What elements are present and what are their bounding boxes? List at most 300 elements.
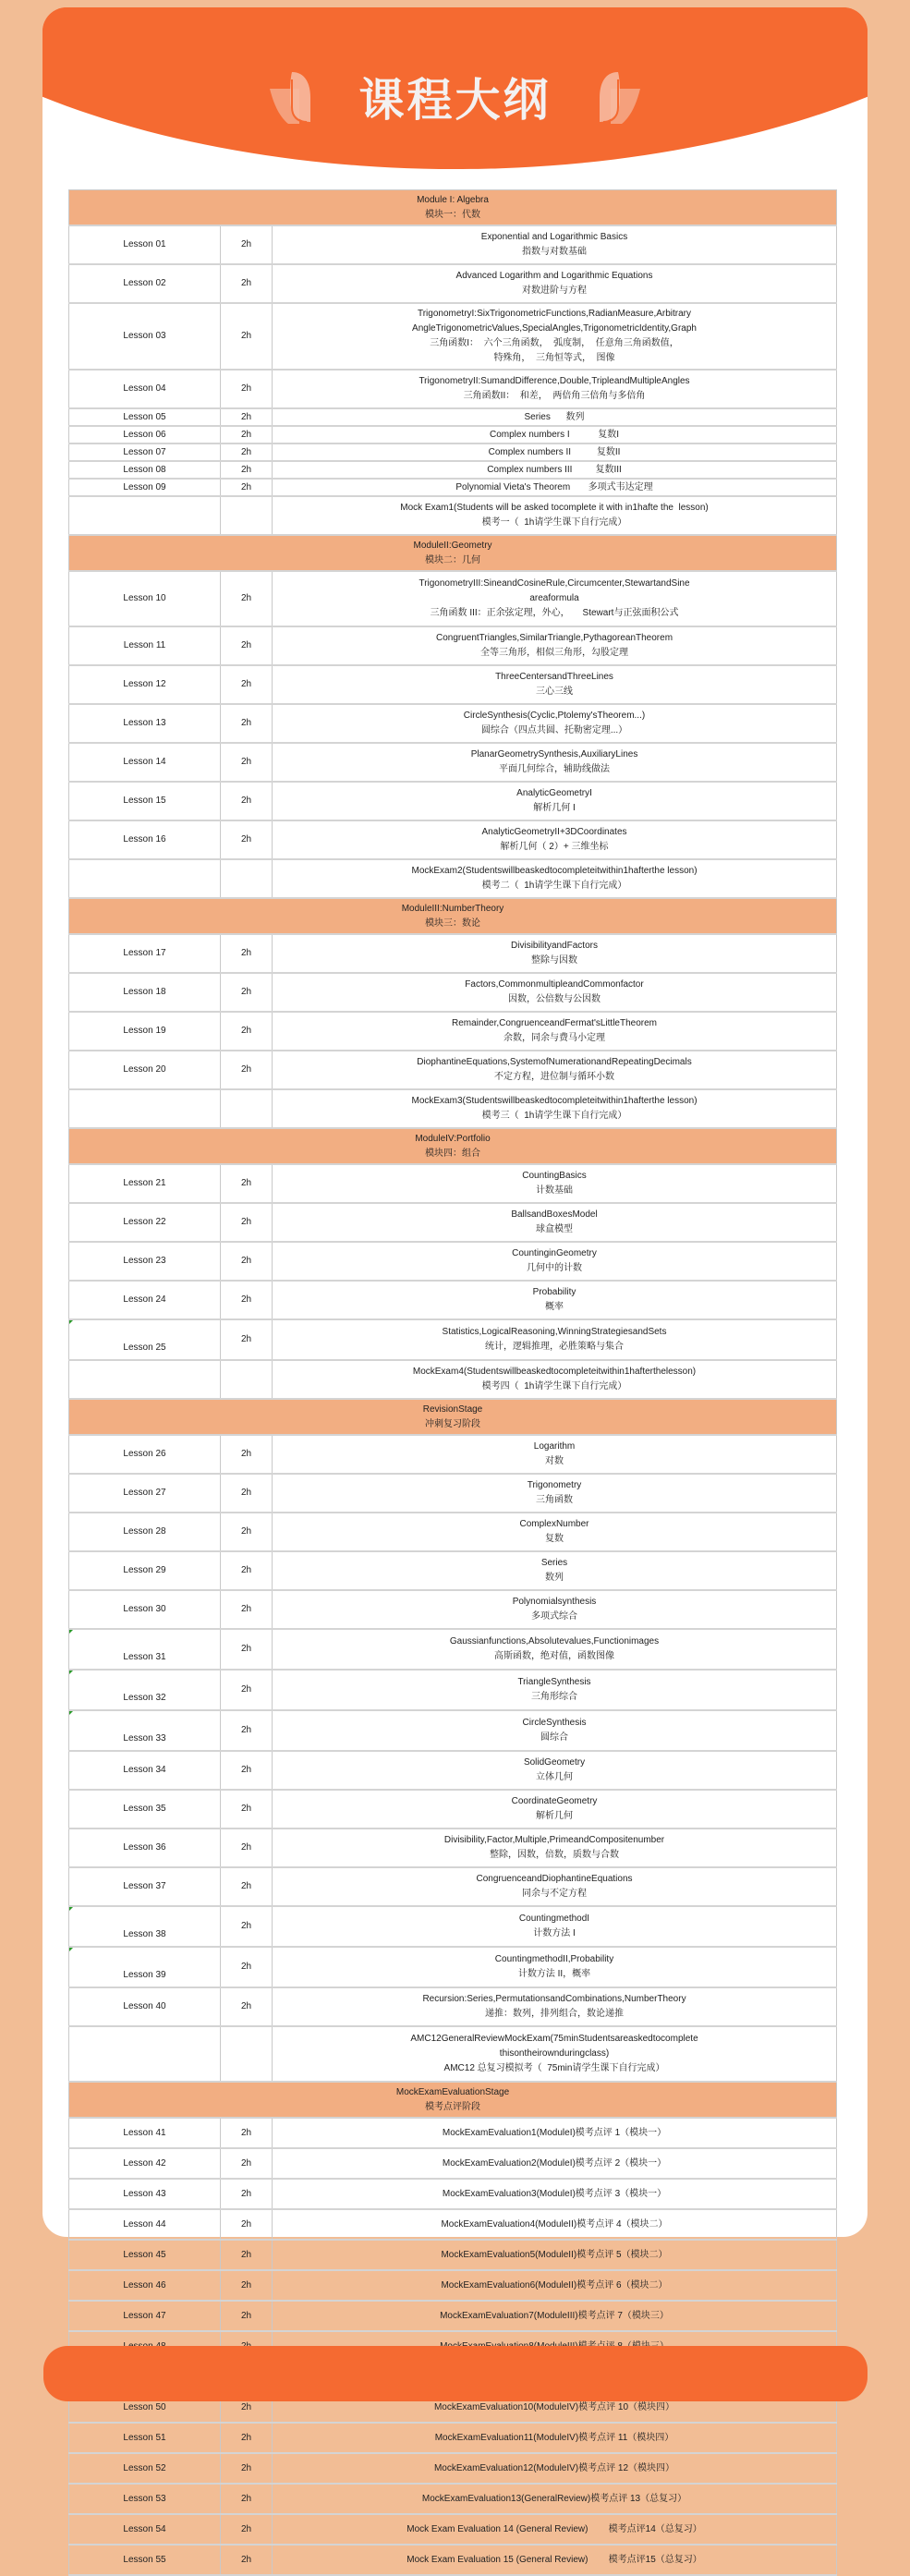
lesson-number: Lesson 14 xyxy=(69,743,221,782)
lesson-topic xyxy=(273,1829,837,1867)
table-row xyxy=(69,820,837,859)
lesson-hours: 2h xyxy=(221,1012,273,1051)
lesson-number: Lesson 47 xyxy=(69,2301,221,2331)
module-header xyxy=(69,1128,837,1164)
lesson-hours: 2h xyxy=(221,1670,273,1710)
module-title-zh: 模块四：组合 xyxy=(425,1148,480,1159)
topic-line: DiophantineEquations,SystemofNumerationandRepeatingDecimals xyxy=(417,1057,692,1067)
topic-line: Series xyxy=(540,1558,568,1568)
topic-line: 对数进阶与方程 xyxy=(522,286,587,296)
table-row xyxy=(69,1829,837,1867)
lesson-hours: 2h xyxy=(221,2392,273,2423)
lesson-hours: 2h xyxy=(221,665,273,704)
lesson-hours: 2h xyxy=(221,1164,273,1203)
topic-line: Series 数列 xyxy=(524,412,585,422)
lesson-topic xyxy=(273,426,837,444)
topic-line: 指数与对数基础 xyxy=(522,247,587,257)
table-row xyxy=(69,973,837,1012)
topic-line: 概率 xyxy=(545,1302,564,1312)
table-row xyxy=(69,1670,837,1710)
lesson-hours: 2h xyxy=(221,1435,273,1474)
table-row xyxy=(69,2545,837,2575)
lesson-topic xyxy=(273,496,837,535)
lesson-topic xyxy=(273,2423,837,2453)
table-row xyxy=(69,408,837,426)
lesson-hours: 2h xyxy=(221,408,273,426)
lesson-hours: 2h xyxy=(221,743,273,782)
lesson-topic xyxy=(273,704,837,743)
lesson-hours xyxy=(221,1089,273,1128)
leaf-icon xyxy=(583,70,642,124)
module-title-zh: 模块三：数论 xyxy=(425,917,480,929)
lesson-hours: 2h xyxy=(221,1242,273,1281)
lesson-hours: 2h xyxy=(221,444,273,461)
table-row xyxy=(69,1164,837,1203)
lesson-number: Lesson 16 xyxy=(69,820,221,859)
lesson-number: Lesson 55 xyxy=(69,2545,221,2575)
lesson-number xyxy=(69,2026,221,2082)
lesson-number: Lesson 11 xyxy=(69,626,221,665)
lesson-number: Lesson 05 xyxy=(69,408,221,426)
lesson-number: Lesson 06 xyxy=(69,426,221,444)
lesson-number: Lesson 44 xyxy=(69,2209,221,2240)
topic-line: Polynomialsynthesis xyxy=(512,1597,597,1607)
module-title-en: ModuleIV:Portfolio xyxy=(415,1133,491,1144)
module-title-en: ModuleII:Geometry xyxy=(413,540,492,551)
table-row xyxy=(69,461,837,479)
table-row xyxy=(69,1281,837,1319)
topic-line: Factors,CommonmultipleandCommonfactor xyxy=(465,979,644,990)
lesson-number: Lesson 20 xyxy=(69,1051,221,1089)
lesson-topic xyxy=(273,1051,837,1089)
table-row xyxy=(69,2209,837,2240)
table-row xyxy=(69,496,837,535)
topic-line: 计数方法 I xyxy=(533,1928,576,1938)
module-header-row xyxy=(69,1128,837,1164)
lesson-topic xyxy=(273,2026,837,2082)
table-row xyxy=(69,2240,837,2270)
topic-line: TrigonometryIII:SineandCosineRule,Circumcenter,StewartandSine xyxy=(419,578,690,589)
lesson-hours: 2h xyxy=(221,2301,273,2331)
table-row xyxy=(69,2423,837,2453)
lesson-topic xyxy=(273,1012,837,1051)
table-row xyxy=(69,1360,837,1399)
lesson-hours: 2h xyxy=(221,2484,273,2514)
table-row xyxy=(69,1513,837,1551)
lesson-topic xyxy=(273,2270,837,2301)
lesson-hours: 2h xyxy=(221,626,273,665)
leaf-icon xyxy=(268,70,327,124)
topic-line: CircleSynthesis(Cyclic,Ptolemy'sTheorem...) xyxy=(463,711,646,721)
lesson-hours xyxy=(221,859,273,898)
module-title-en: MockExamEvaluationStage xyxy=(395,2086,510,2097)
topic-line: AMC12GeneralReviewMockExam(75minStudentsareaskedtocomplete xyxy=(410,2034,698,2044)
lesson-number: Lesson 10 xyxy=(69,571,221,626)
table-row xyxy=(69,782,837,820)
lesson-hours: 2h xyxy=(221,1590,273,1629)
lesson-topic xyxy=(273,2118,837,2148)
table-row xyxy=(69,479,837,496)
lesson-topic xyxy=(273,225,837,264)
table-row xyxy=(69,859,837,898)
table-row xyxy=(69,743,837,782)
topic-line: Statistics,LogicalReasoning,WinningStrategiesandSets xyxy=(442,1327,667,1337)
module-title-en: RevisionStage xyxy=(422,1403,483,1415)
lesson-number: Lesson 32 xyxy=(69,1670,221,1710)
lesson-hours xyxy=(221,2026,273,2082)
lesson-number xyxy=(69,859,221,898)
topic-line: PlanarGeometrySynthesis,AuxiliaryLines xyxy=(470,749,638,759)
topic-line: 余数，同余与费马小定理 xyxy=(504,1033,605,1043)
lesson-number: Lesson 25 xyxy=(69,1319,221,1360)
module-header xyxy=(69,898,837,934)
topic-line: Mock Exam Evaluation 15 (General Review) 模考点评15（总复习） xyxy=(406,2554,702,2565)
lesson-topic xyxy=(273,461,837,479)
lesson-topic xyxy=(273,743,837,782)
lesson-hours: 2h xyxy=(221,2545,273,2575)
topic-line: MockExam3(Studentswillbeaskedtocompleteitwithin1hafterthe lesson) xyxy=(411,1096,698,1106)
lesson-topic xyxy=(273,370,837,408)
module-header xyxy=(69,190,837,226)
topic-line: 几何中的计数 xyxy=(527,1263,582,1273)
lesson-topic xyxy=(273,1474,837,1513)
topic-line: thisontheirownduringclass) xyxy=(499,2048,610,2059)
topic-line: MockExamEvaluation1(ModuleI)模考点评 1（模块一） xyxy=(442,2127,667,2138)
lesson-number: Lesson 26 xyxy=(69,1435,221,1474)
topic-line: 因数，公倍数与公因数 xyxy=(508,994,601,1004)
lesson-hours xyxy=(221,1360,273,1399)
topic-line: MockExam2(Studentswillbeaskedtocompleteitwithin1hafterthe lesson) xyxy=(411,866,698,876)
lesson-number: Lesson 46 xyxy=(69,2270,221,2301)
topic-line: Gaussianfunctions,Absolutevalues,Functionimages xyxy=(449,1636,660,1646)
lesson-hours: 2h xyxy=(221,2453,273,2484)
lesson-hours: 2h xyxy=(221,370,273,408)
topic-line: 三角函数 III：正余弦定理，外心， Stewart与正弦面积公式 xyxy=(430,608,679,618)
lesson-number: Lesson 12 xyxy=(69,665,221,704)
table-row xyxy=(69,1867,837,1906)
table-row xyxy=(69,370,837,408)
topic-line: 三角函数I： 六个三角函数， 弧度制， 任意角三角函数值， xyxy=(430,338,679,348)
topic-line: AngleTrigonometricValues,SpecialAngles,TrigonometricIdentity,Graph xyxy=(412,323,697,334)
table-row xyxy=(69,2179,837,2209)
lesson-number: Lesson 39 xyxy=(69,1947,221,1987)
lesson-number: Lesson 34 xyxy=(69,1751,221,1790)
module-header xyxy=(69,2082,837,2118)
table-row xyxy=(69,704,837,743)
lesson-hours: 2h xyxy=(221,2148,273,2179)
topic-line: Exponential and Logarithmic Basics xyxy=(480,232,628,242)
lesson-topic xyxy=(273,264,837,303)
lesson-hours: 2h xyxy=(221,704,273,743)
lesson-hours: 2h xyxy=(221,1281,273,1319)
lesson-hours: 2h xyxy=(221,1319,273,1360)
lesson-topic xyxy=(273,1203,837,1242)
table-row xyxy=(69,1089,837,1128)
lesson-number: Lesson 42 xyxy=(69,2148,221,2179)
lesson-number: Lesson 09 xyxy=(69,479,221,496)
lesson-topic xyxy=(273,1947,837,1987)
topic-line: 同余与不定方程 xyxy=(522,1889,587,1899)
lesson-number: Lesson 45 xyxy=(69,2240,221,2270)
topic-line: 球盒模型 xyxy=(536,1224,573,1234)
lesson-hours: 2h xyxy=(221,820,273,859)
table-row xyxy=(69,2148,837,2179)
lesson-number: Lesson 22 xyxy=(69,1203,221,1242)
lesson-number: Lesson 17 xyxy=(69,934,221,973)
lesson-topic xyxy=(273,2514,837,2545)
topic-line: DivisibilityandFactors xyxy=(511,941,598,951)
lesson-topic xyxy=(273,2453,837,2484)
module-header xyxy=(69,1399,837,1435)
topic-line: ThreeCentersandThreeLines xyxy=(495,672,613,682)
module-header-row xyxy=(69,535,837,571)
table-row xyxy=(69,1012,837,1051)
topic-line: TrigonometryII:SumandDifference,Double,TripleandMultipleAngles xyxy=(419,376,690,386)
topic-line: MockExamEvaluation5(ModuleII)模考点评 5（模块二） xyxy=(441,2249,668,2260)
lesson-topic xyxy=(273,1629,837,1670)
lesson-number: Lesson 51 xyxy=(69,2423,221,2453)
table-row xyxy=(69,1435,837,1474)
topic-line: 全等三角形，相似三角形，勾股定理 xyxy=(480,648,628,658)
lesson-hours: 2h xyxy=(221,2118,273,2148)
table-row xyxy=(69,1790,837,1829)
topic-line: 立体几何 xyxy=(536,1772,573,1782)
lesson-number: Lesson 04 xyxy=(69,370,221,408)
table-row xyxy=(69,426,837,444)
topic-line: 多项式综合 xyxy=(531,1611,577,1622)
topic-line: ComplexNumber xyxy=(519,1519,589,1529)
topic-line: 递推：数列，排列组合，数论递推 xyxy=(485,2009,624,2019)
lesson-hours: 2h xyxy=(221,1947,273,1987)
lesson-topic xyxy=(273,626,837,665)
lesson-number xyxy=(69,1089,221,1128)
next-section-card xyxy=(43,2346,868,2401)
topic-line: MockExamEvaluation13(GeneralReview)模考点评 13（总复习） xyxy=(421,2493,687,2504)
lesson-topic xyxy=(273,408,837,426)
lesson-number: Lesson 13 xyxy=(69,704,221,743)
topic-line: 三心三线 xyxy=(536,687,573,697)
table-row xyxy=(69,1906,837,1947)
lesson-number: Lesson 40 xyxy=(69,1987,221,2026)
table-row xyxy=(69,1551,837,1590)
table-row xyxy=(69,2514,837,2545)
lesson-hours: 2h xyxy=(221,2209,273,2240)
lesson-hours: 2h xyxy=(221,1867,273,1906)
topic-line: Advanced Logarithm and Logarithmic Equations xyxy=(455,271,653,281)
topic-line: Remainder,CongruenceandFermat'sLittleTheorem xyxy=(451,1018,658,1028)
lesson-topic xyxy=(273,2148,837,2179)
lesson-topic xyxy=(273,2179,837,2209)
topic-line: MockExamEvaluation7(ModuleIII)模考点评 7（模块三） xyxy=(440,2310,669,2321)
table-row xyxy=(69,2301,837,2331)
lesson-topic xyxy=(273,1319,837,1360)
lesson-number: Lesson 07 xyxy=(69,444,221,461)
lesson-hours: 2h xyxy=(221,1629,273,1670)
lesson-hours: 2h xyxy=(221,934,273,973)
lesson-hours: 2h xyxy=(221,1203,273,1242)
lesson-topic xyxy=(273,1242,837,1281)
lesson-topic xyxy=(273,1906,837,1947)
topic-line: 平面几何综合，辅助线做法 xyxy=(499,764,610,774)
lesson-hours: 2h xyxy=(221,1710,273,1751)
lesson-topic xyxy=(273,1435,837,1474)
table-row xyxy=(69,1947,837,1987)
lesson-number: Lesson 27 xyxy=(69,1474,221,1513)
topic-line: 解析几何（ 2）+ 三维坐标 xyxy=(500,842,609,852)
module-title-en: Module I: Algebra xyxy=(417,194,489,205)
lesson-hours: 2h xyxy=(221,1474,273,1513)
topic-line: CountingBasics xyxy=(522,1171,587,1181)
lesson-hours: 2h xyxy=(221,303,273,370)
lesson-topic xyxy=(273,444,837,461)
lesson-hours: 2h xyxy=(221,973,273,1012)
topic-line: CountingmethodII,Probability xyxy=(494,1954,614,1964)
table-row xyxy=(69,303,837,370)
topic-line: TrigonometryI:SixTrigonometricFunctions,RadianMeasure,Arbitrary xyxy=(417,309,692,319)
topic-line: 三角形综合 xyxy=(531,1692,577,1702)
topic-line: 复数 xyxy=(545,1534,564,1544)
topic-line: Mock Exam1(Students will be asked tocomplete it with in1hafte the lesson) xyxy=(400,503,709,513)
lesson-topic xyxy=(273,1751,837,1790)
table-row xyxy=(69,1319,837,1360)
lesson-hours: 2h xyxy=(221,782,273,820)
topic-line: 模考三（ 1h请学生课下自行完成） xyxy=(481,1111,627,1121)
topic-line: MockExamEvaluation2(ModuleI)模考点评 2（模块一） xyxy=(442,2157,667,2169)
lesson-topic xyxy=(273,782,837,820)
topic-line: Complex numbers II 复数II xyxy=(488,447,621,457)
lesson-topic xyxy=(273,1790,837,1829)
lesson-hours: 2h xyxy=(221,1790,273,1829)
topic-line: 三角函数II： 和差， 两倍角三倍角与多倍角 xyxy=(463,391,646,401)
topic-line: Divisibility,Factor,Multiple,PrimeandCompositenumber xyxy=(443,1835,665,1845)
lesson-hours: 2h xyxy=(221,461,273,479)
lesson-number: Lesson 01 xyxy=(69,225,221,264)
lesson-topic xyxy=(273,1710,837,1751)
lesson-topic xyxy=(273,1590,837,1629)
table-row xyxy=(69,225,837,264)
lesson-number: Lesson 24 xyxy=(69,1281,221,1319)
lesson-topic xyxy=(273,1513,837,1551)
topic-line: 解析几何 I xyxy=(533,803,576,813)
lesson-number: Lesson 29 xyxy=(69,1551,221,1590)
module-header-row xyxy=(69,1399,837,1435)
topic-line: 特殊角， 三角恒等式， 图像 xyxy=(493,353,615,363)
lesson-number: Lesson 15 xyxy=(69,782,221,820)
lesson-topic xyxy=(273,2484,837,2514)
module-header xyxy=(69,535,837,571)
lesson-number: Lesson 35 xyxy=(69,1790,221,1829)
table-row xyxy=(69,1710,837,1751)
topic-line: 模考四（ 1h请学生课下自行完成） xyxy=(481,1381,627,1391)
topic-line: 不定方程，进位制与循环小数 xyxy=(494,1072,614,1082)
lesson-number: Lesson 18 xyxy=(69,973,221,1012)
topic-line: Recursion:Series,PermutationsandCombinations,NumberTheory xyxy=(422,1994,686,2004)
lesson-number: Lesson 31 xyxy=(69,1629,221,1670)
lesson-number: Lesson 08 xyxy=(69,461,221,479)
topic-line: 计数基础 xyxy=(536,1185,573,1196)
lesson-topic xyxy=(273,859,837,898)
table-row xyxy=(69,571,837,626)
topic-line: 圆综合（四点共圆、托勒密定理...） xyxy=(480,725,628,735)
lesson-topic xyxy=(273,973,837,1012)
topic-line: Polynomial Vieta's Theorem 多项式韦达定理 xyxy=(455,482,653,492)
topic-line: AMC12 总复习模拟考（ 75min请学生课下自行完成） xyxy=(443,2063,665,2073)
lesson-hours: 2h xyxy=(221,1906,273,1947)
module-header-row xyxy=(69,2082,837,2118)
lesson-topic xyxy=(273,1867,837,1906)
lesson-topic xyxy=(273,1164,837,1203)
topic-line: CircleSynthesis xyxy=(522,1718,587,1728)
lesson-number: Lesson 30 xyxy=(69,1590,221,1629)
lesson-number: Lesson 43 xyxy=(69,2179,221,2209)
lesson-hours: 2h xyxy=(221,1051,273,1089)
topic-line: 模考二（ 1h请学生课下自行完成） xyxy=(481,881,627,891)
lesson-topic xyxy=(273,934,837,973)
topic-line: areaformula xyxy=(529,593,579,603)
table-row xyxy=(69,1629,837,1670)
topic-line: MockExamEvaluation6(ModuleII)模考点评 6（模块二） xyxy=(441,2279,668,2290)
topic-line: 统计，逻辑推理，必胜策略与集合 xyxy=(485,1342,624,1352)
lesson-topic xyxy=(273,820,837,859)
module-title-en: ModuleIII:NumberTheory xyxy=(401,903,504,914)
topic-line: Probability xyxy=(532,1287,576,1297)
lesson-number xyxy=(69,496,221,535)
lesson-number: Lesson 53 xyxy=(69,2484,221,2514)
lesson-topic xyxy=(273,1551,837,1590)
table-row xyxy=(69,2484,837,2514)
topic-line: 解析几何 xyxy=(536,1811,573,1821)
topic-line: MockExamEvaluation10(ModuleIV)模考点评 10（模块四） xyxy=(433,2401,675,2412)
topic-line: CoordinateGeometry xyxy=(511,1796,598,1806)
table-row xyxy=(69,444,837,461)
lesson-number xyxy=(69,1360,221,1399)
lesson-number: Lesson 50 xyxy=(69,2392,221,2423)
lesson-number: Lesson 02 xyxy=(69,264,221,303)
topic-line: CountinginGeometry xyxy=(512,1248,597,1258)
topic-line: 模考一（ 1h请学生课下自行完成） xyxy=(481,517,627,528)
lesson-topic xyxy=(273,1360,837,1399)
table-row xyxy=(69,1751,837,1790)
topic-line: SolidGeometry xyxy=(523,1757,586,1768)
table-row xyxy=(69,626,837,665)
lesson-number: Lesson 38 xyxy=(69,1906,221,1947)
lesson-hours: 2h xyxy=(221,1551,273,1590)
topic-line: 圆综合 xyxy=(540,1732,568,1743)
topic-line: 整除，因数，倍数，质数与合数 xyxy=(490,1850,619,1860)
lesson-hours: 2h xyxy=(221,2179,273,2209)
lesson-hours: 2h xyxy=(221,1751,273,1790)
module-title-zh: 模块一：代数 xyxy=(425,209,480,220)
lesson-number: Lesson 52 xyxy=(69,2453,221,2484)
table-row xyxy=(69,1203,837,1242)
topic-line: 对数 xyxy=(545,1456,564,1466)
lesson-number: Lesson 03 xyxy=(69,303,221,370)
lesson-topic xyxy=(273,2209,837,2240)
topic-line: MockExam4(Studentswillbeaskedtocompleteitwithin1hafterthelesson) xyxy=(412,1367,697,1377)
topic-line: Complex numbers I 复数I xyxy=(489,430,620,440)
lesson-topic xyxy=(273,2301,837,2331)
topic-line: MockExamEvaluation4(ModuleII)模考点评 4（模块二） xyxy=(441,2218,668,2230)
lesson-hours: 2h xyxy=(221,2240,273,2270)
lesson-topic xyxy=(273,1670,837,1710)
topic-line: Trigonometry xyxy=(527,1480,582,1490)
lesson-topic xyxy=(273,303,837,370)
lesson-topic xyxy=(273,1281,837,1319)
lesson-hours: 2h xyxy=(221,426,273,444)
module-title-zh: 模块二：几何 xyxy=(425,554,480,565)
lesson-hours xyxy=(221,496,273,535)
lesson-hours: 2h xyxy=(221,2423,273,2453)
